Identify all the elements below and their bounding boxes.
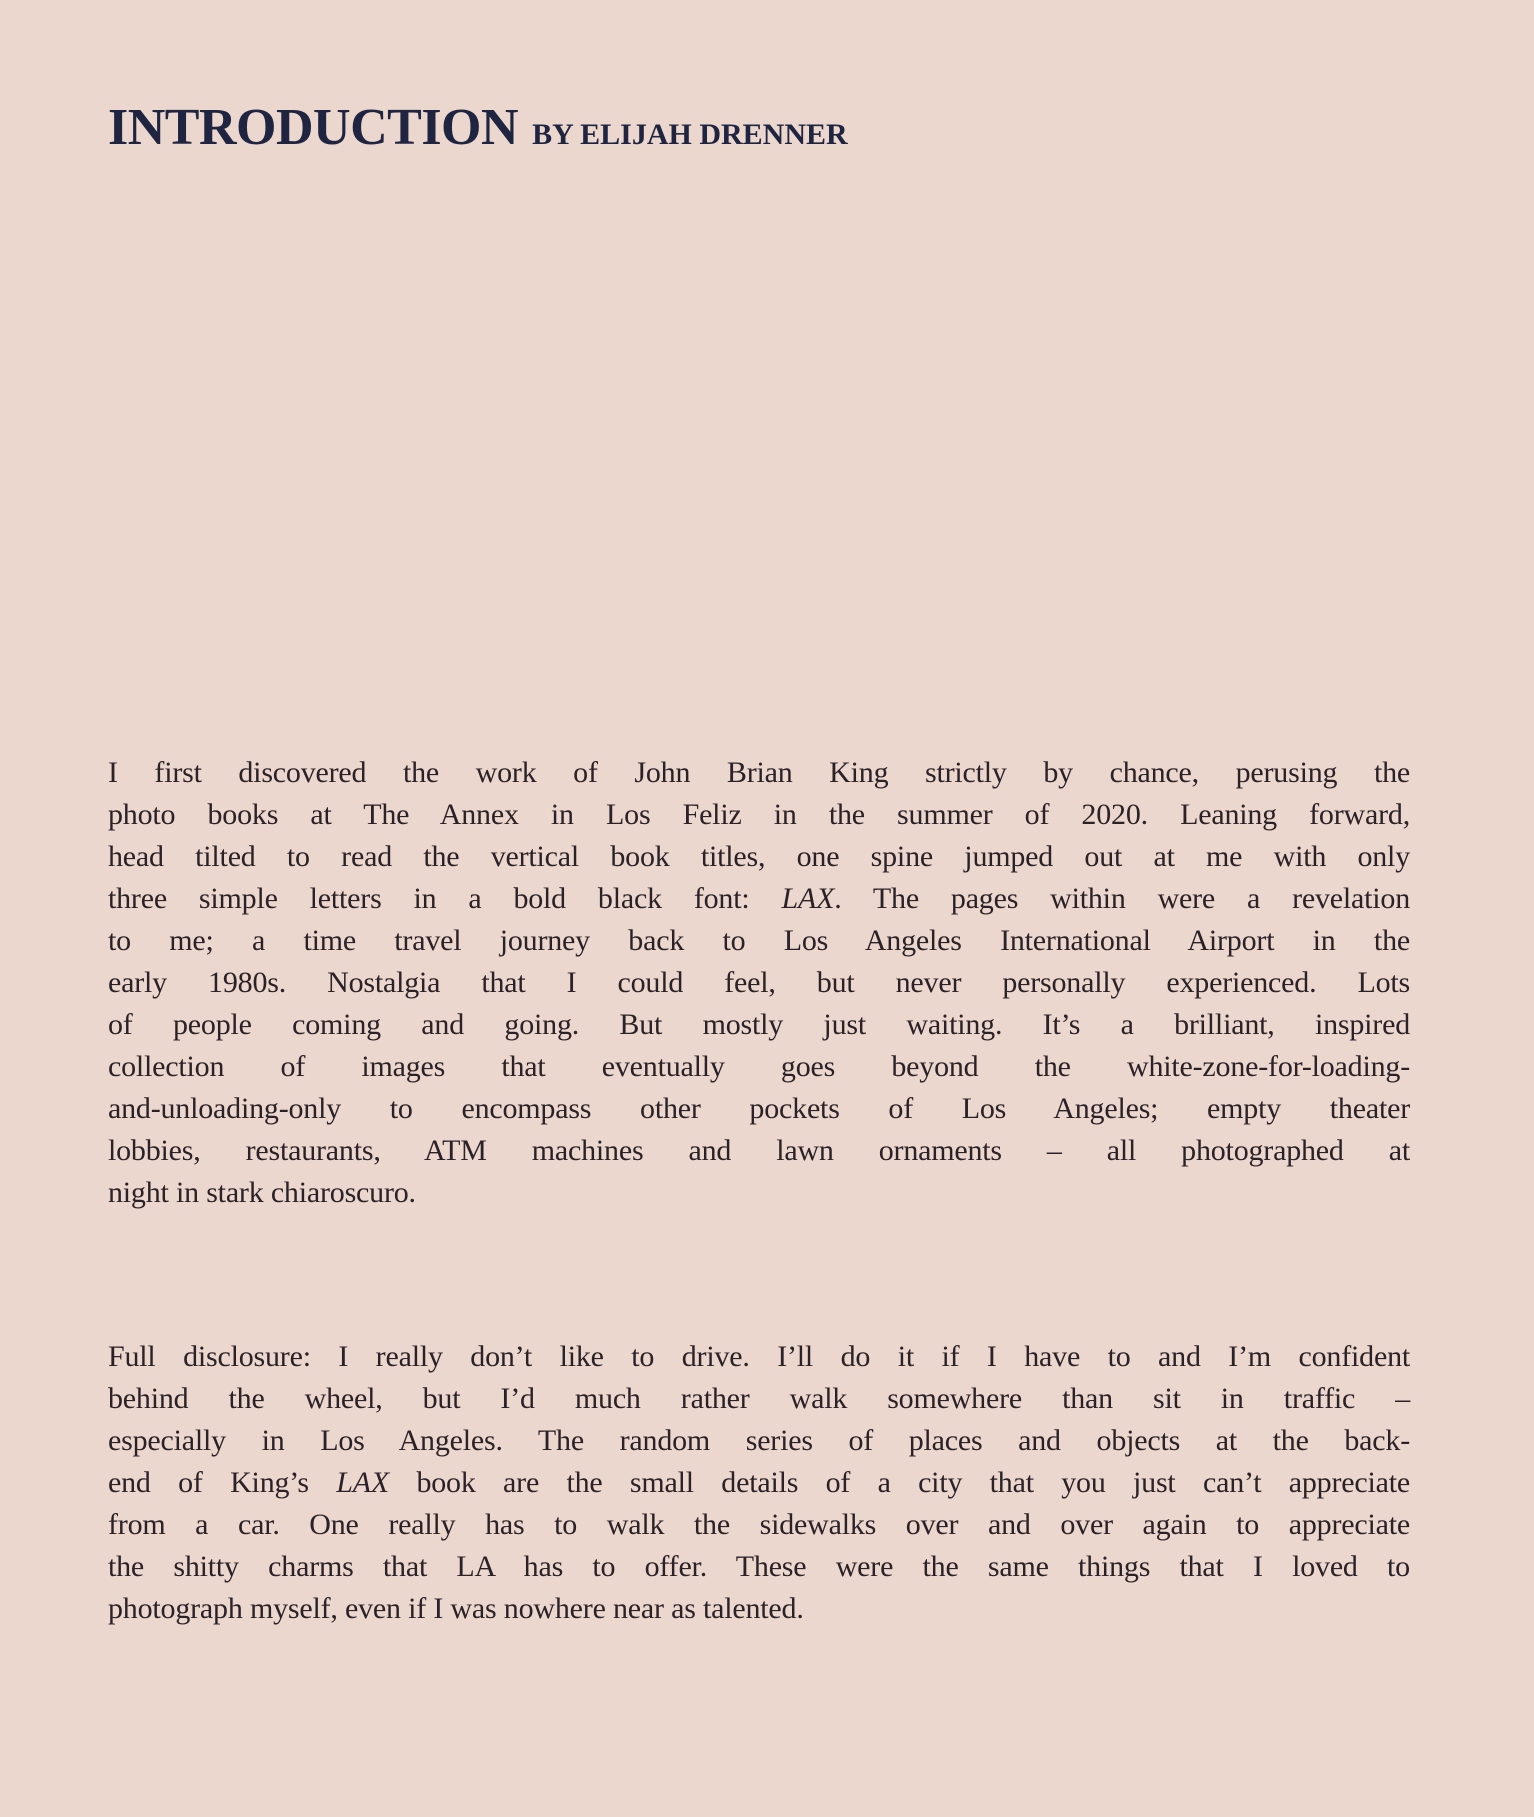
text-line [108, 836, 1410, 878]
text-line [108, 962, 1410, 1004]
text-line [108, 878, 1410, 920]
text-segment: to me; a time travel journey back to Los Angeles International Airport in the [108, 924, 1410, 957]
text-segment: and-unloading-only to encompass other pockets of Los Angeles; empty theater [108, 1092, 1410, 1125]
page-heading [108, 98, 848, 157]
text-line [108, 1088, 1410, 1130]
text-line [108, 1462, 1410, 1504]
text-segment: night in stark chiaroscuro. [108, 1176, 416, 1209]
text-line [108, 920, 1410, 962]
text-segment: three simple letters in a bold black font: [108, 882, 782, 915]
text-segment: early 1980s. Nostalgia that I could feel, but never personally experienced. Lots [108, 966, 1410, 999]
text-segment: photograph myself, even if I was nowhere near as talented. [108, 1592, 804, 1625]
text-line [108, 1546, 1410, 1588]
text-line [108, 1130, 1410, 1172]
text-segment: collection of images that eventually goes beyond the white-zone-for-loading- [108, 1050, 1410, 1083]
text-segment: photo books at The Annex in Los Feliz in the summer of 2020. Leaning forward, [108, 798, 1410, 831]
text-line [108, 794, 1410, 836]
text-line [108, 1378, 1410, 1420]
text-line [108, 1046, 1410, 1088]
text-segment: behind the wheel, but I’d much rather walk somewhere than sit in traffic – [108, 1382, 1410, 1415]
text-segment: the shitty charms that LA has to offer. These were the same things that I loved to [108, 1550, 1410, 1583]
book-title-italic: LAX [336, 1466, 390, 1499]
paragraph-1 [108, 752, 1410, 1214]
text-segment: head tilted to read the vertical book titles, one spine jumped out at me with only [108, 840, 1410, 873]
text-segment: from a car. One really has to walk the sidewalks over and over again to appreciate [108, 1508, 1410, 1541]
heading-title: INTRODUCTION [108, 99, 519, 156]
text-line [108, 1588, 1410, 1630]
text-line [108, 1420, 1410, 1462]
text-line [108, 1172, 1410, 1214]
text-segment: Full disclosure: I really don’t like to drive. I’ll do it if I have to and I’m confident [108, 1340, 1410, 1373]
text-segment: especially in Los Angeles. The random series of places and objects at the back- [108, 1424, 1410, 1457]
heading-byline: BY ELIJAH DRENNER [532, 118, 848, 151]
text-segment: end of King’s [108, 1466, 337, 1499]
paragraph-2 [108, 1336, 1410, 1630]
text-line [108, 1336, 1410, 1378]
text-line [108, 752, 1410, 794]
text-segment: . The pages within were a revelation [834, 882, 1411, 915]
text-segment: book are the small details of a city that you just can’t appreciate [389, 1466, 1411, 1499]
text-line [108, 1504, 1410, 1546]
text-segment: of people coming and going. But mostly just waiting. It’s a brilliant, inspired [108, 1008, 1410, 1041]
book-title-italic: LAX [781, 882, 835, 915]
text-segment: lobbies, restaurants, ATM machines and lawn ornaments – all photographed at [108, 1134, 1410, 1167]
text-line [108, 1004, 1410, 1046]
text-segment: I first discovered the work of John Brian King strictly by chance, perusing the [108, 756, 1410, 789]
